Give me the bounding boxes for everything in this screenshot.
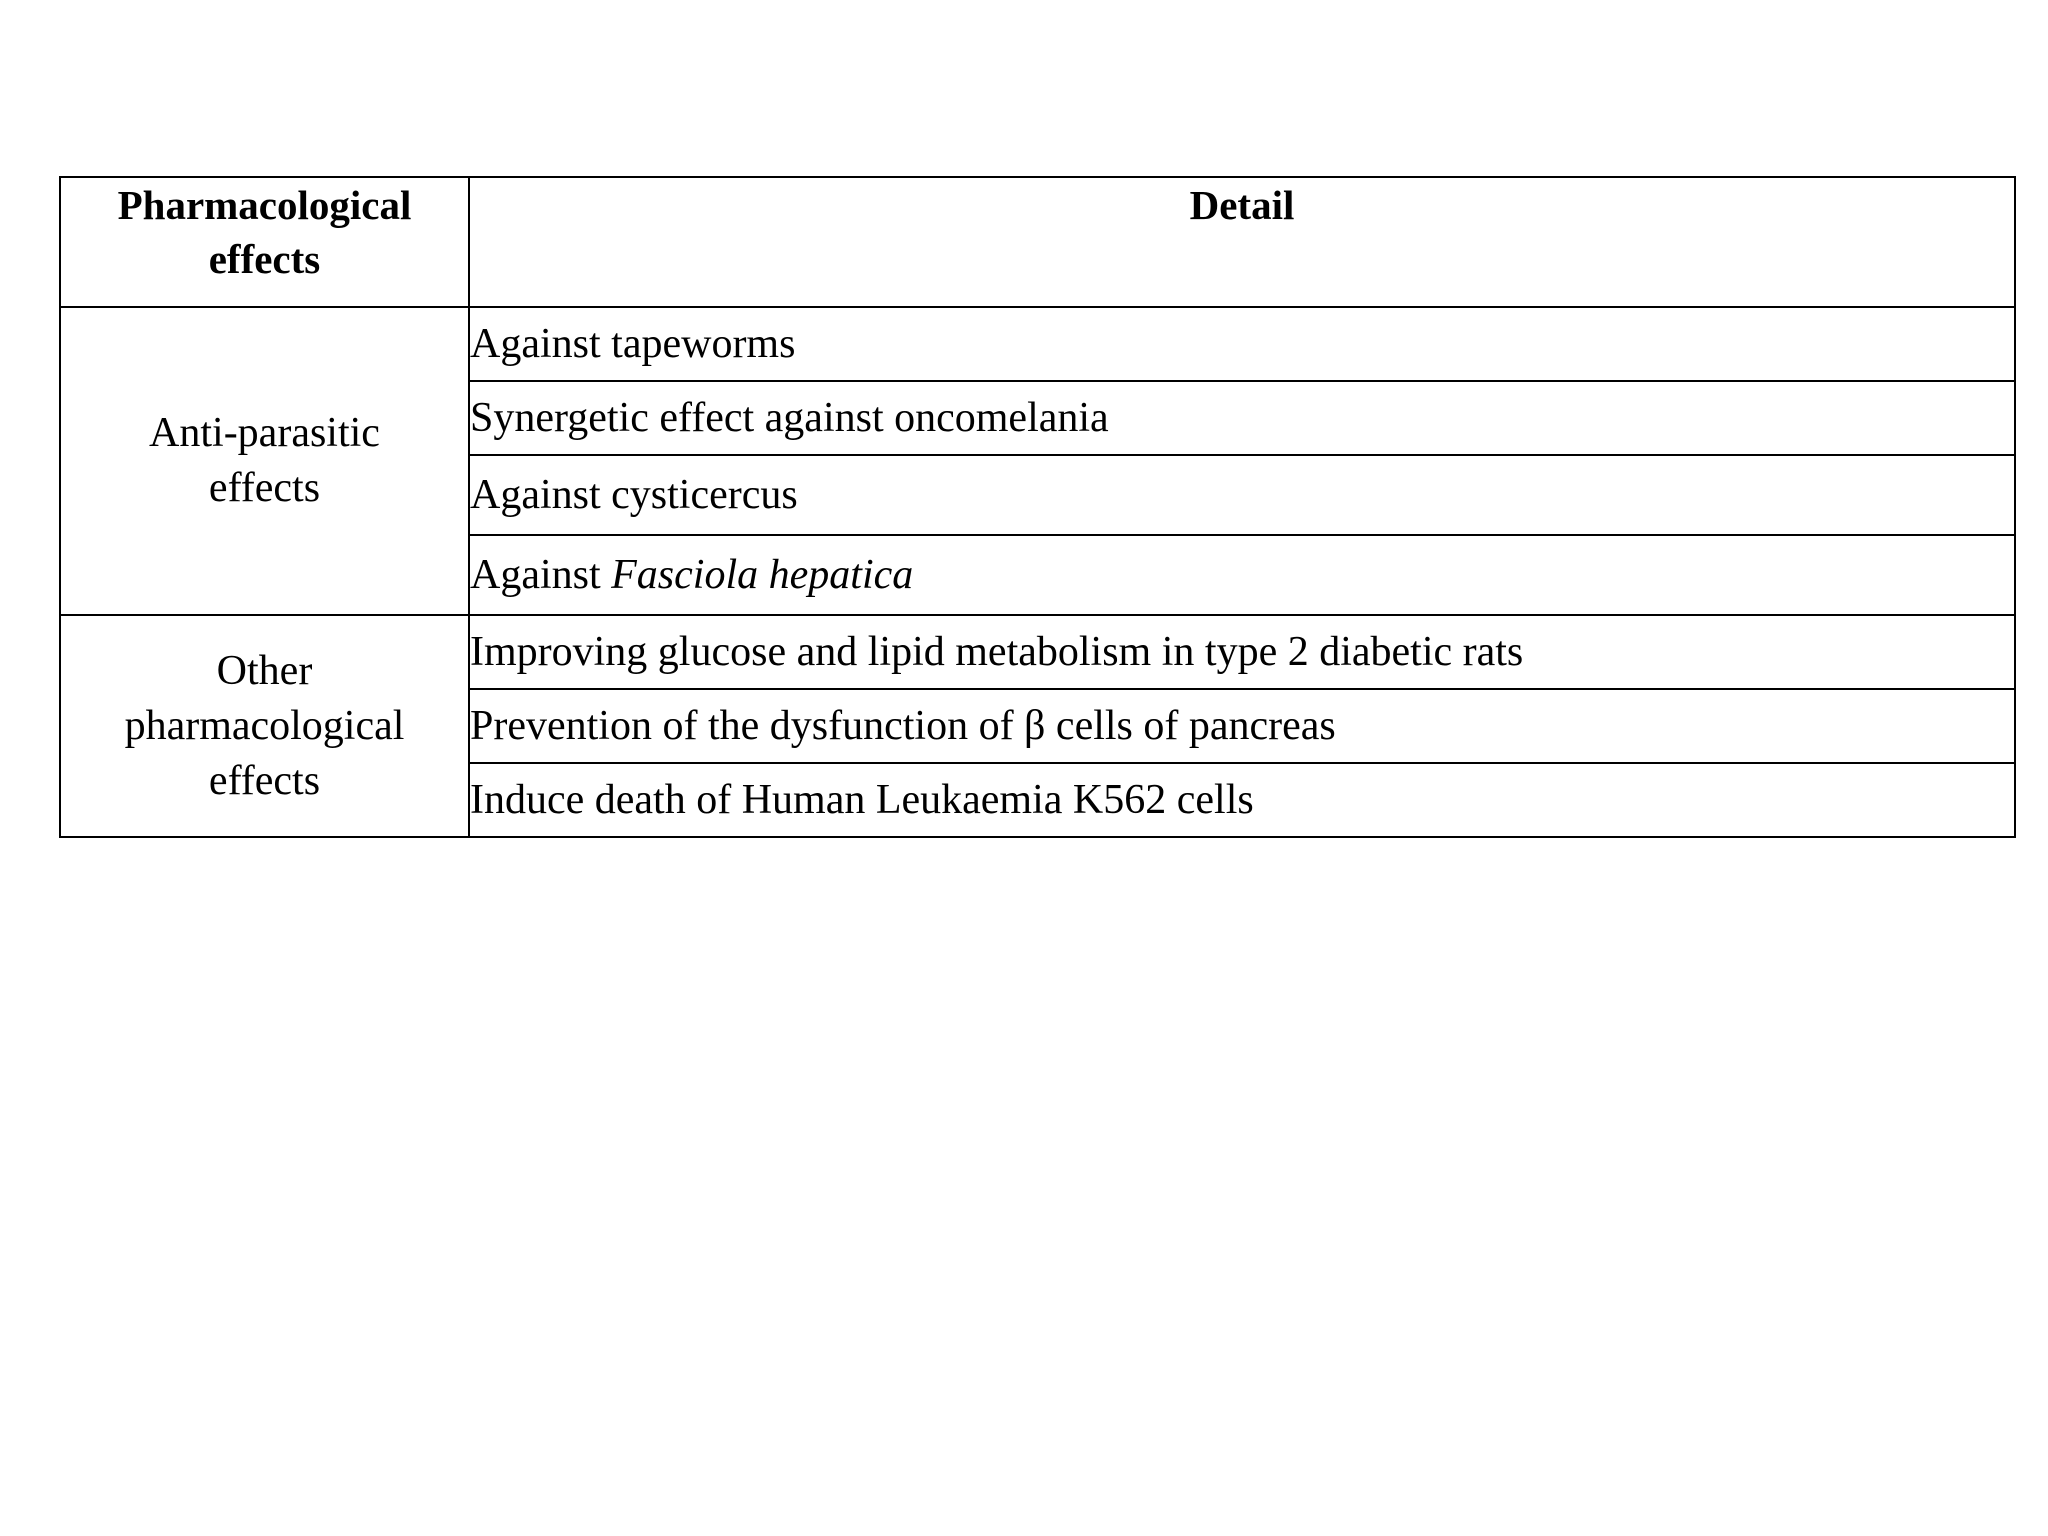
header-row	[60, 177, 2015, 307]
detail-cell: Against tapeworms	[469, 307, 2015, 381]
category-anti-parasitic: Anti-parasitic effects	[60, 307, 469, 615]
species-name: Fasciola hepatica	[611, 552, 914, 598]
pharmacological-effects-table	[59, 176, 2016, 838]
detail-cell: Prevention of the dysfunction of β cells of pancreas	[469, 689, 2015, 763]
detail-cell: Induce death of Human Leukaemia K562 cells	[469, 763, 2015, 837]
detail-cell: Improving glucose and lipid metabolism in type 2 diabetic rats	[469, 615, 2015, 689]
category-other: Other pharmacological effects	[60, 615, 469, 837]
table-row	[60, 615, 2015, 689]
detail-cell: Against cysticercus	[469, 455, 2015, 535]
detail-cell: Synergetic effect against oncomelania	[469, 381, 2015, 455]
column-header-detail: Detail	[469, 177, 2015, 307]
detail-cell-fasciola	[469, 535, 2015, 615]
table-row	[60, 307, 2015, 381]
detail-plain-text: Against	[470, 552, 612, 598]
column-header-effects: Pharmacological effects	[60, 177, 469, 307]
